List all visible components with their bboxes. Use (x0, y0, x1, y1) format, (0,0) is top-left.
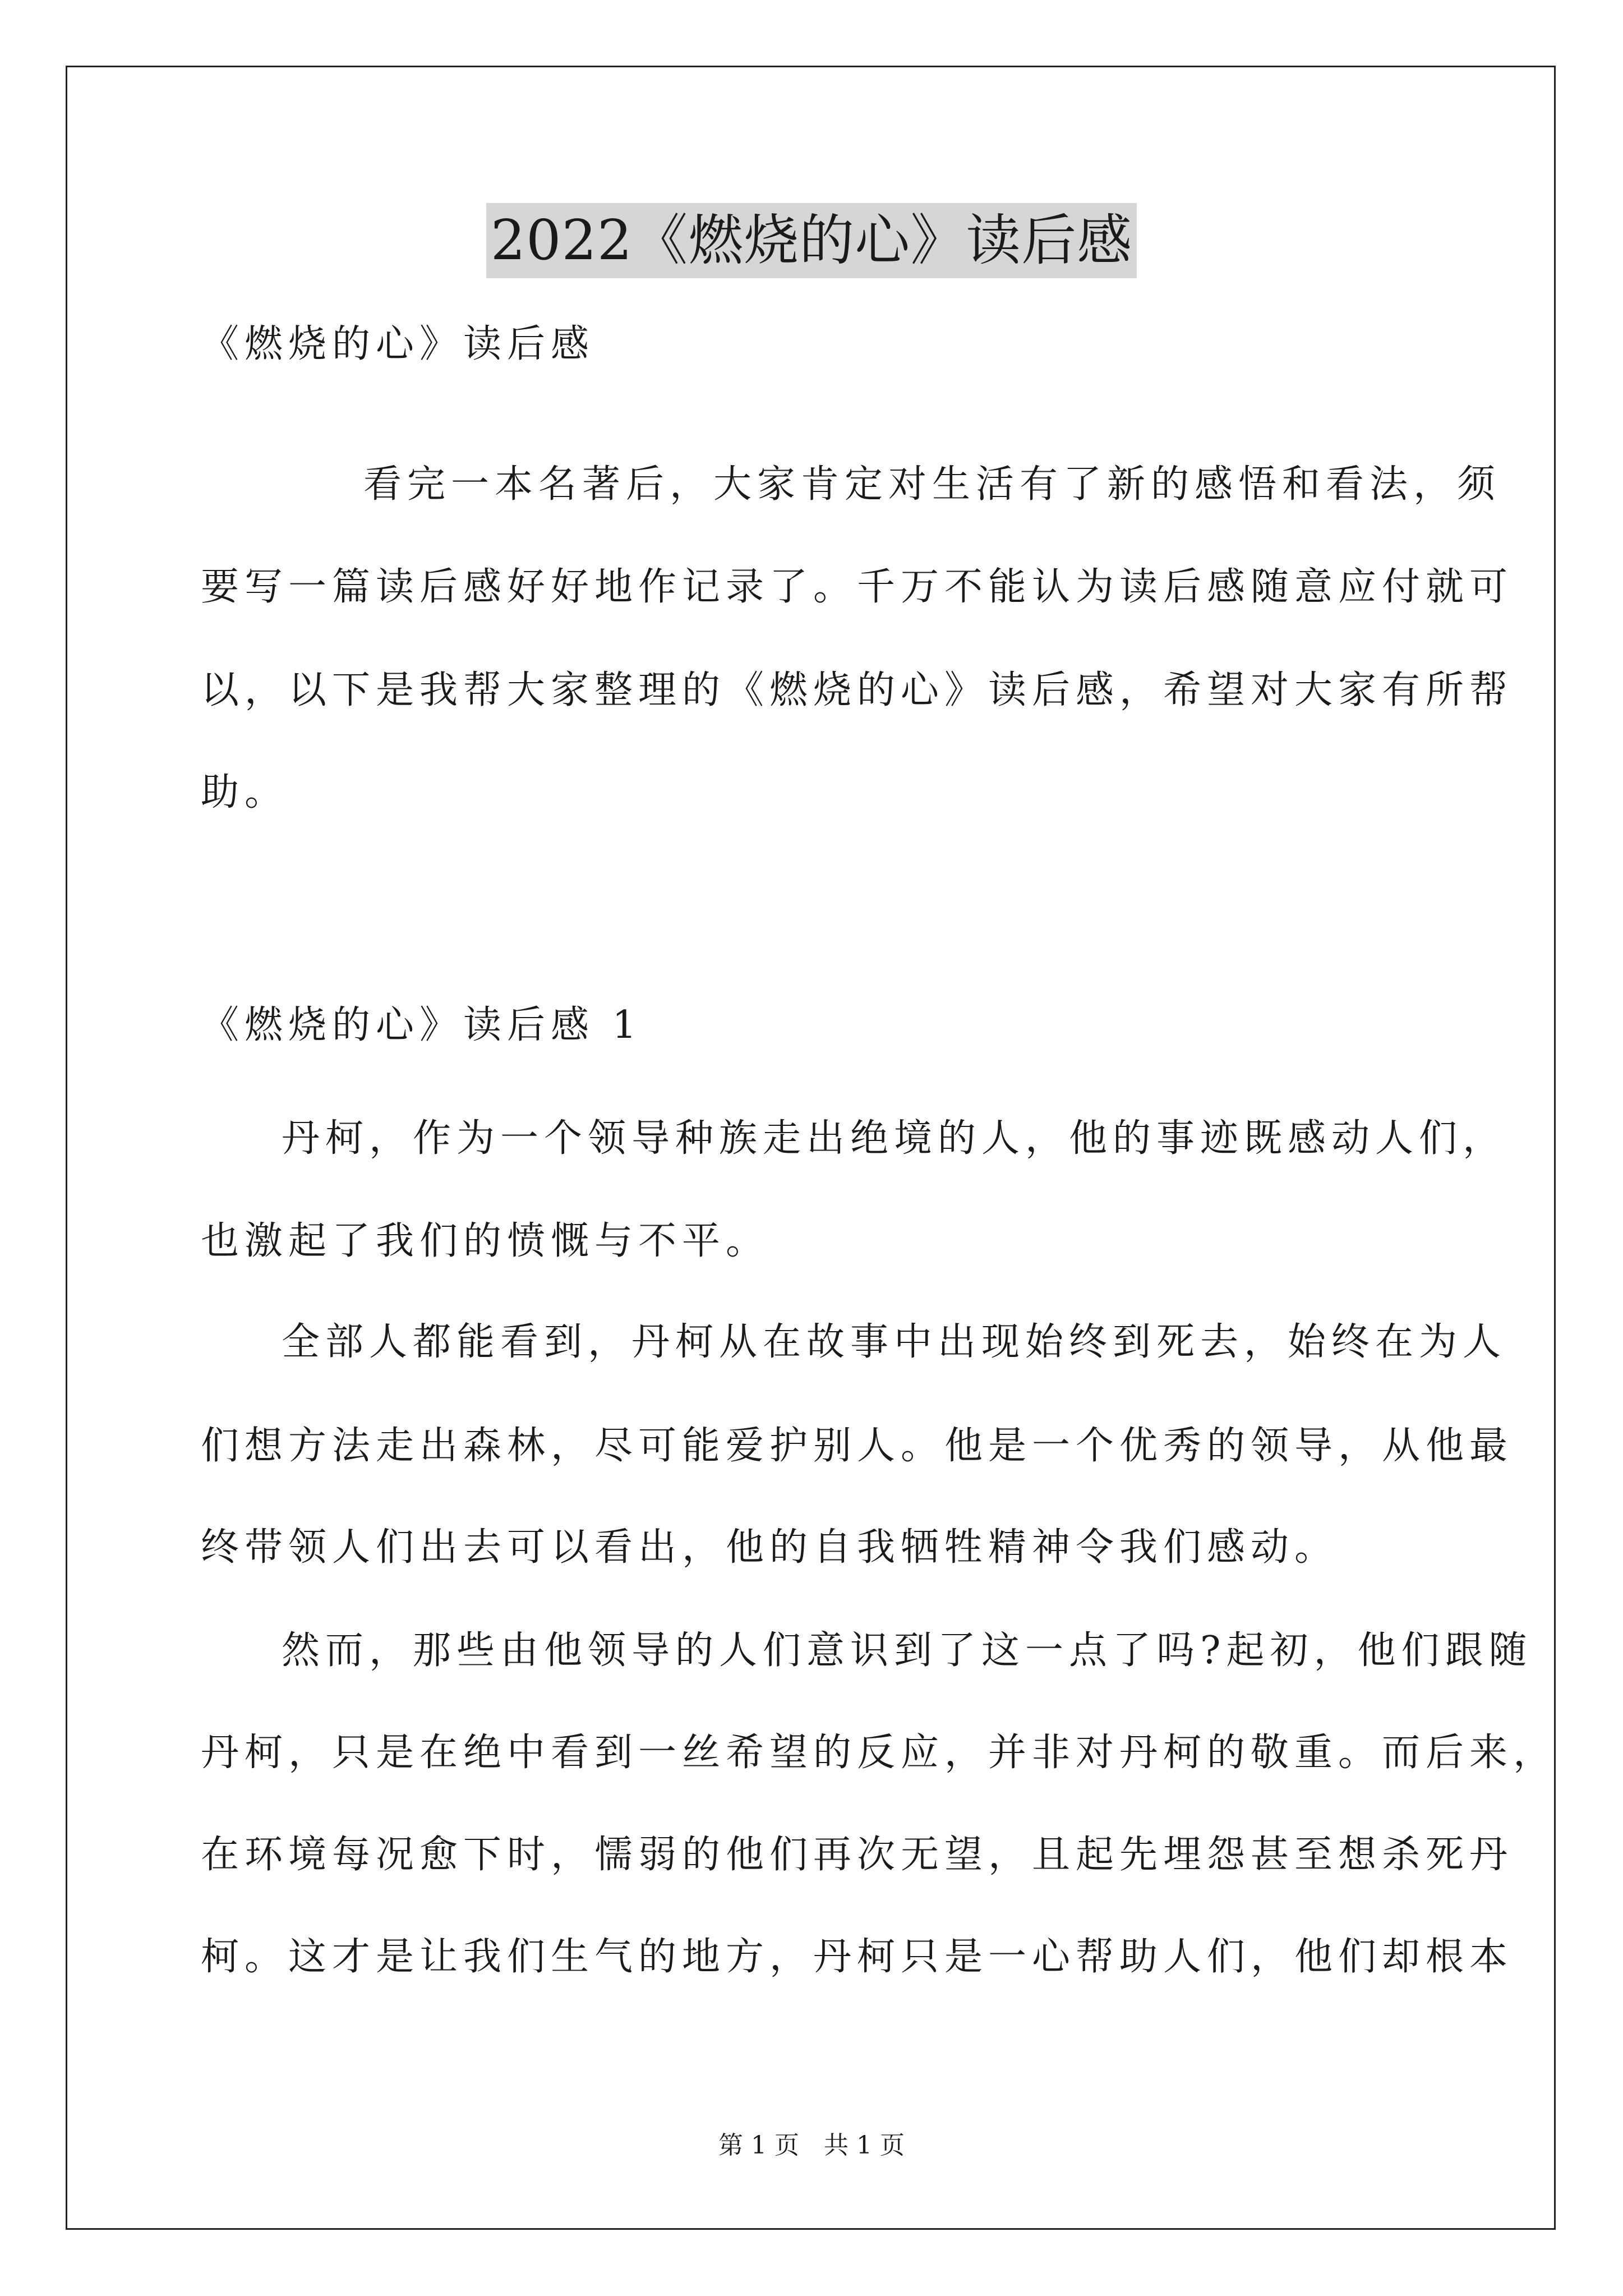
section-heading-1: 《燃烧的心》读后感 1 (201, 1003, 642, 1047)
intro-line-1: 看完一本名著后，大家肯定对生活有了新的感悟和看法，须 (363, 462, 1501, 507)
para3-line-3: 在环境每况愈下时，懦弱的他们再次无望，且起先埋怨甚至想杀死丹 (201, 1833, 1514, 1877)
intro-line-3: 以，以下是我帮大家整理的《燃烧的心》读后感，希望对大家有所帮 (201, 668, 1514, 712)
para3-line-4: 柯。这才是让我们生气的地方，丹柯只是一心帮助人们，他们却根本 (201, 1935, 1514, 1979)
para1-line-2: 也激起了我们的愤慨与不平。 (201, 1219, 770, 1263)
document-title: 2022《燃烧的心》读后感 (486, 203, 1137, 278)
para3-line-1: 然而，那些由他领导的人们意识到了这一点了吗?起初，他们跟随 (282, 1628, 1533, 1673)
para2-line-2: 们想方法走出森林，尽可能爱护别人。他是一个优秀的领导，从他最 (201, 1424, 1514, 1468)
para2-line-3: 终带领人们出去可以看出，他的自我牺牲精神令我们感动。 (201, 1525, 1339, 1570)
para3-line-2: 丹柯，只是在绝中看到一丝希望的反应，并非对丹柯的敬重。而后来， (201, 1731, 1557, 1775)
intro-line-2: 要写一篇读后感好好地作记录了。千万不能认为读后感随意应付就可 (201, 565, 1514, 609)
subtitle: 《燃烧的心》读后感 (201, 322, 595, 366)
intro-line-4: 助。 (201, 770, 289, 815)
para1-line-1: 丹柯，作为一个领导种族走出绝境的人，他的事迹既感动人们， (282, 1116, 1507, 1161)
title-container (0, 203, 1623, 278)
para2-line-1: 全部人都能看到，丹柯从在故事中出现始终到死去，始终在为人 (282, 1320, 1507, 1364)
page-footer: 第 1 页 共 1 页 (718, 2131, 905, 2160)
